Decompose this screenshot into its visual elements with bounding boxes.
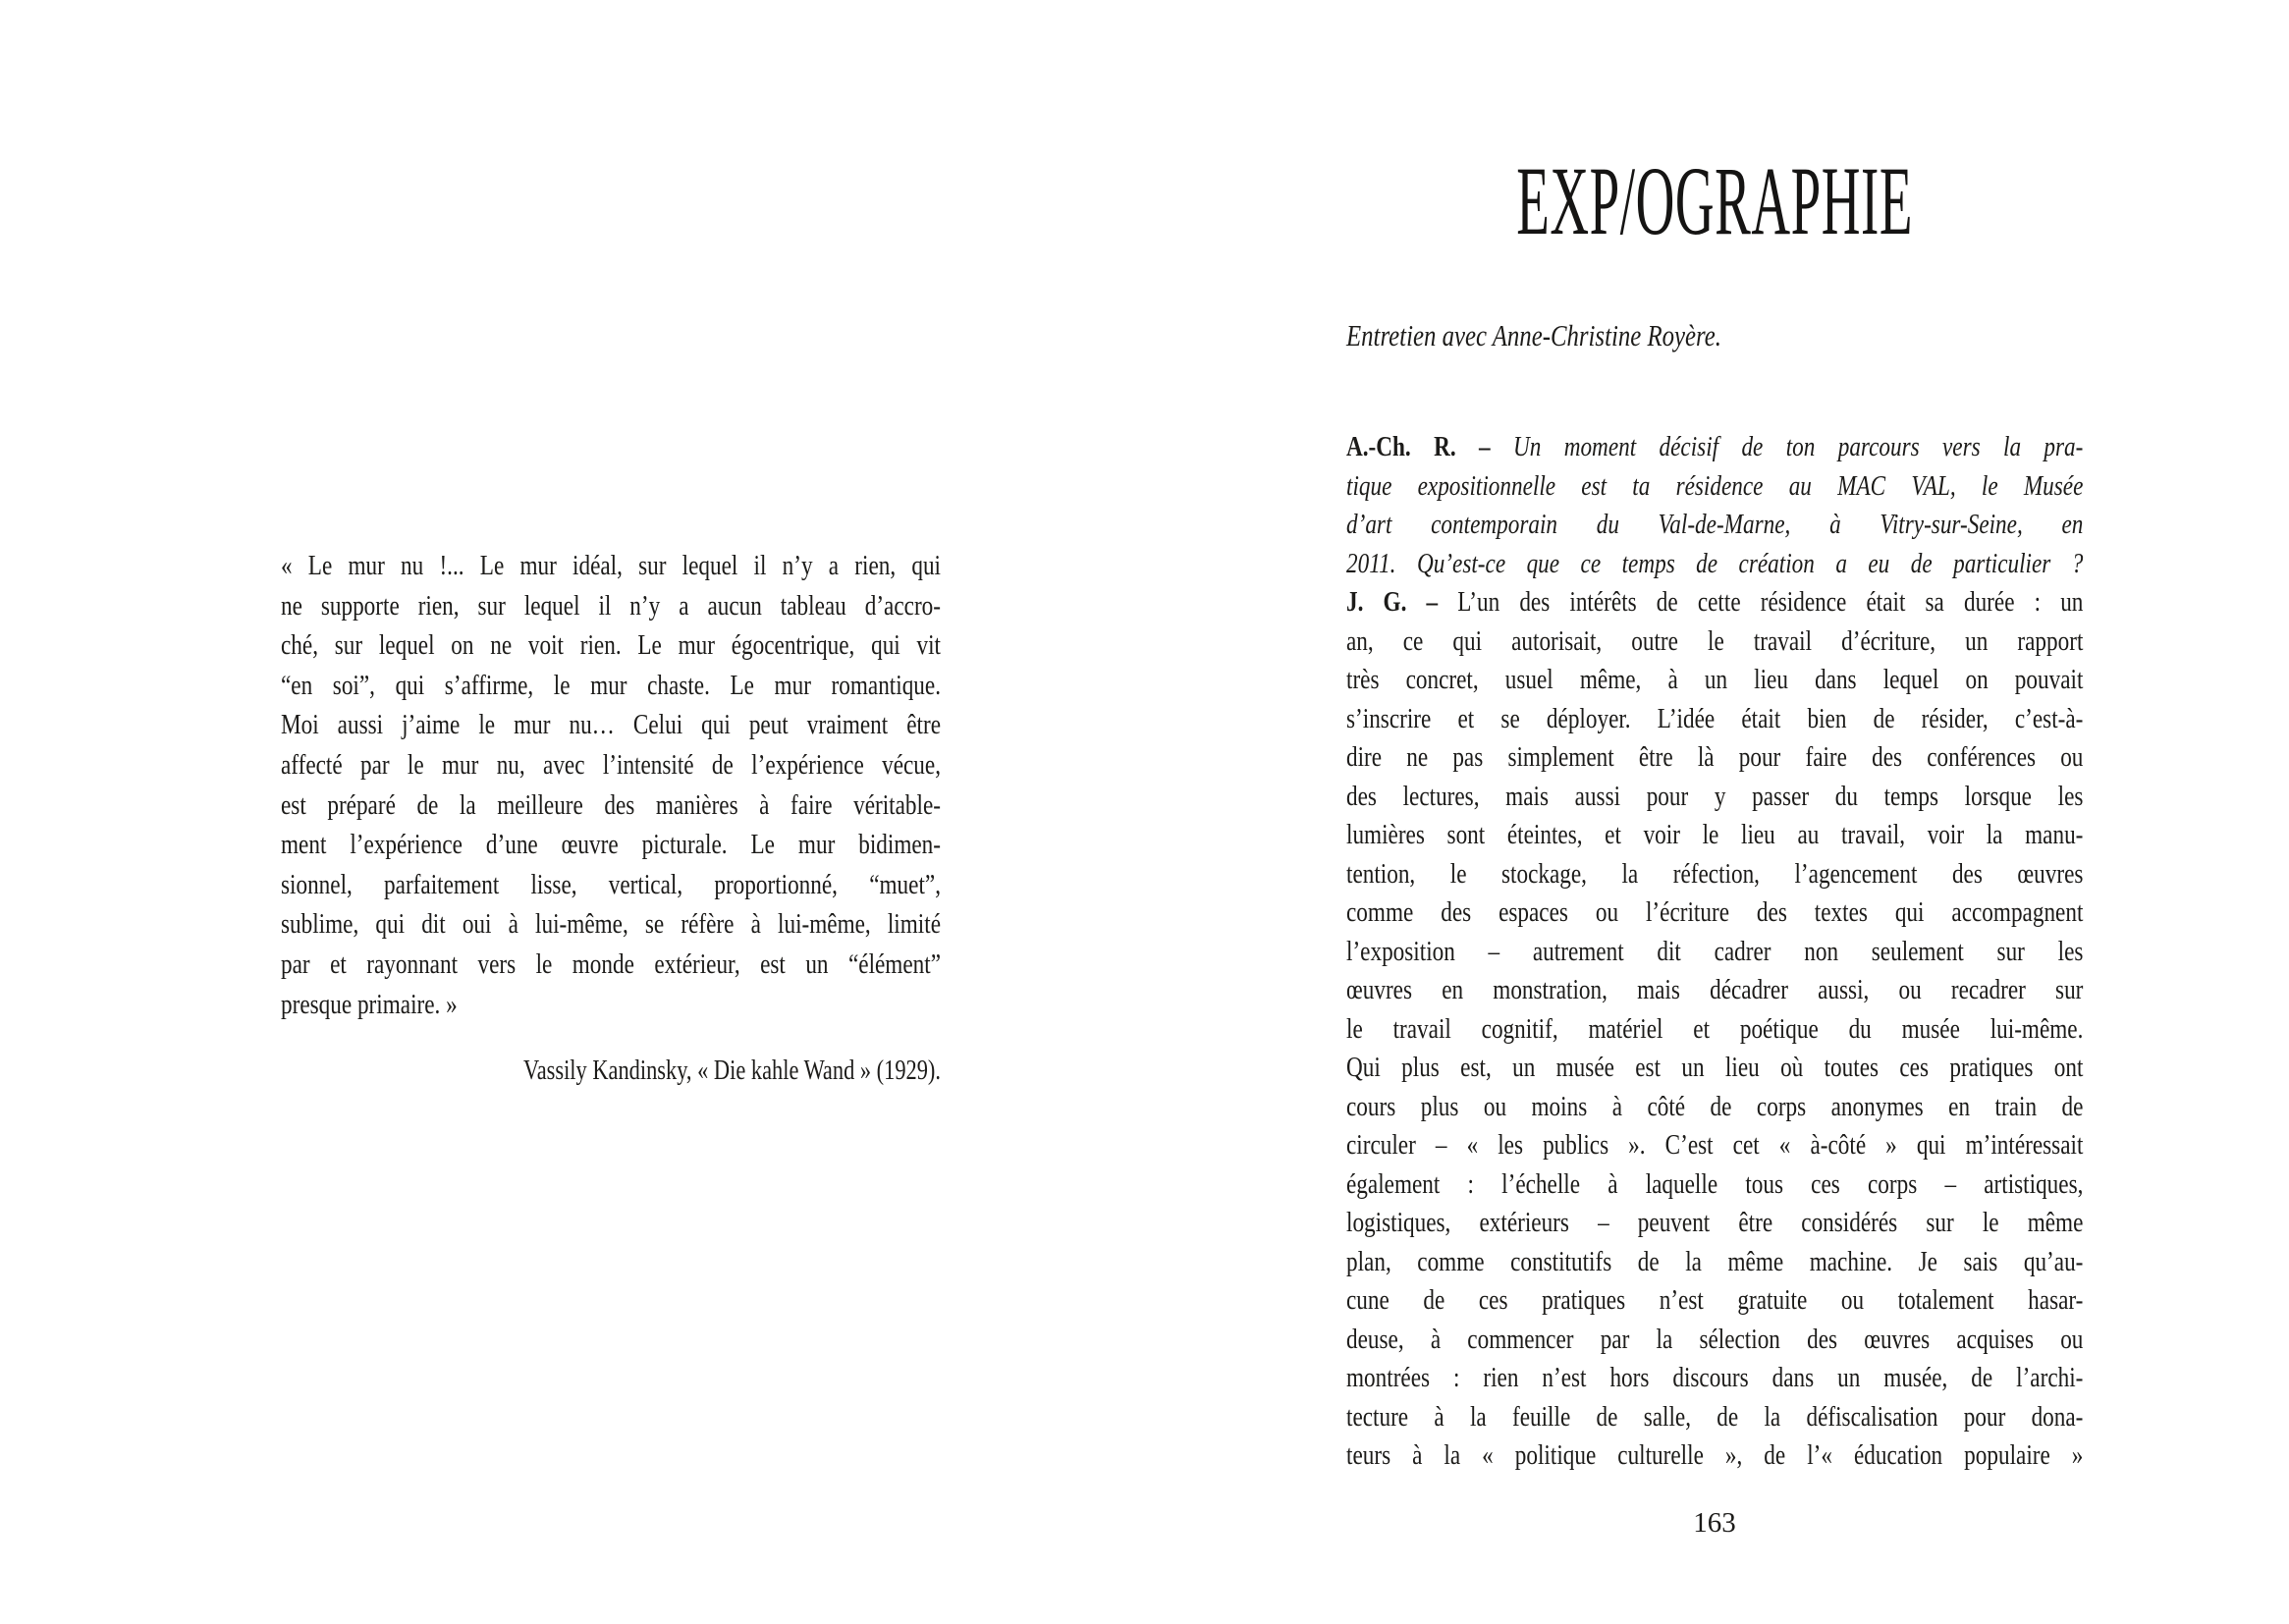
- text-line: presque primaire. »: [281, 988, 458, 1020]
- text-line: A.-Ch. R. – Un moment décisif de ton parcours vers la pra-: [1346, 431, 2084, 462]
- text-line: comme des espaces ou l’écriture des textes qui accompagnent: [1346, 896, 2084, 928]
- text-line: circuler – « les publics ». C’est cet « à-côté » qui m’intéressait: [1346, 1129, 2084, 1161]
- text-line: cours plus ou moins à côté de corps anonymes en train de: [1346, 1090, 2084, 1122]
- text-line: tique expositionnelle est ta résidence au MAC VAL, le Musée: [1346, 469, 2084, 502]
- text-line: 2011. Qu’est-ce que ce temps de création a eu de particulier ?: [1346, 547, 2084, 579]
- text-line: J. G. – L’un des intérêts de cette résidence était sa durée : un: [1346, 586, 2084, 618]
- text-line: teurs à la « politique culturelle », de l’« éducation populaire »: [1346, 1439, 2084, 1471]
- text-line: deuse, à commencer par la sélection des œuvres acquises ou: [1346, 1323, 2084, 1355]
- text-line: tention, le stockage, la réfection, l’agencement des œuvres: [1346, 857, 2084, 890]
- text-line: par et rayonnant vers le monde extérieur, est un “élément”: [281, 947, 941, 980]
- text-line: est préparé de la meilleure des manières à faire véritable-: [281, 788, 941, 821]
- text-line: cune de ces pratiques n’est gratuite ou totalement hasar-: [1346, 1284, 2084, 1316]
- chapter-title: [1346, 146, 2083, 272]
- text-line: très concret, usuel même, à un lieu dans lequel on pouvait: [1346, 664, 2084, 695]
- text-line: ne supporte rien, sur lequel il n’y a aucun tableau d’accro-: [281, 589, 941, 622]
- text-line: “en soi”, qui s’affirme, le mur chaste. Le mur romantique.: [281, 669, 941, 701]
- text-line: ment l’expérience d’une œuvre picturale. Le mur bidimen-: [281, 829, 941, 861]
- interview-body: [1346, 428, 2083, 1476]
- text-line: Qui plus est, un musée est un lieu où toutes ces pratiques ont: [1346, 1052, 2084, 1083]
- text-line: s’inscrire et se déployer. L’idée était bien de résider, c’est-à-: [1346, 702, 2084, 734]
- text-line: dire ne pas simplement être là pour faire des conférences ou: [1346, 741, 2084, 773]
- text-line: d’art contemporain du Val-de-Marne, à Vitry-sur-Seine, en: [1346, 509, 2084, 540]
- text-line: montrées : rien n’est hors discours dans un musée, de l’archi-: [1346, 1362, 2084, 1393]
- text-line: Moi aussi j’aime le mur nu… Celui qui peut vraiment être: [281, 709, 941, 741]
- text-line: lumières sont éteintes, et voir le lieu au travail, voir la manu-: [1346, 819, 2084, 850]
- text-line: « Le mur nu !... Le mur idéal, sur lequel il n’y a rien, qui: [281, 550, 941, 581]
- quote-attribution: Vassily Kandinsky, « Die kahle Wand » (1929).: [523, 1056, 941, 1086]
- kandinsky-quote: [281, 546, 941, 1024]
- text-line: tecture à la feuille de salle, de la défiscalisation pour dona-: [1346, 1400, 2084, 1433]
- text-line: l’exposition – autrement dit cadrer non seulement sur les: [1346, 935, 2084, 967]
- text-line: affecté par le mur nu, avec l’intensité de l’expérience vécue,: [281, 748, 941, 781]
- text-line: également : l’échelle à laquelle tous ces corps – artistiques,: [1346, 1167, 2084, 1200]
- text-line: sublime, qui dit oui à lui-même, se réfère à lui-même, limité: [281, 908, 941, 941]
- text-line: logistiques, extérieurs – peuvent être considérés sur le même: [1346, 1207, 2084, 1238]
- page-number: 163: [1693, 1507, 1736, 1539]
- text-line: an, ce qui autorisait, outre le travail d’écriture, un rapport: [1346, 624, 2084, 657]
- text-line: ché, sur lequel on ne voit rien. Le mur égocentrique, qui vit: [281, 629, 941, 662]
- text-line: plan, comme constitutifs de la même machine. Je sais qu’au-: [1346, 1245, 2084, 1277]
- text-line: œuvres en monstration, mais décadrer aussi, ou recadrer sur: [1346, 974, 2084, 1005]
- interview-subtitle: Entretien avec Anne-Christine Royère.: [1346, 318, 1721, 352]
- chapter-title-text: EXP/OGRAPHIE: [1516, 146, 1913, 255]
- text-line: sionnel, parfaitement lisse, vertical, proportionné, “muet”,: [281, 868, 941, 900]
- text-line: le travail cognitif, matériel et poétique du musée lui-même.: [1346, 1012, 2084, 1045]
- text-line: des lectures, mais aussi pour y passer du temps lorsque les: [1346, 780, 2084, 812]
